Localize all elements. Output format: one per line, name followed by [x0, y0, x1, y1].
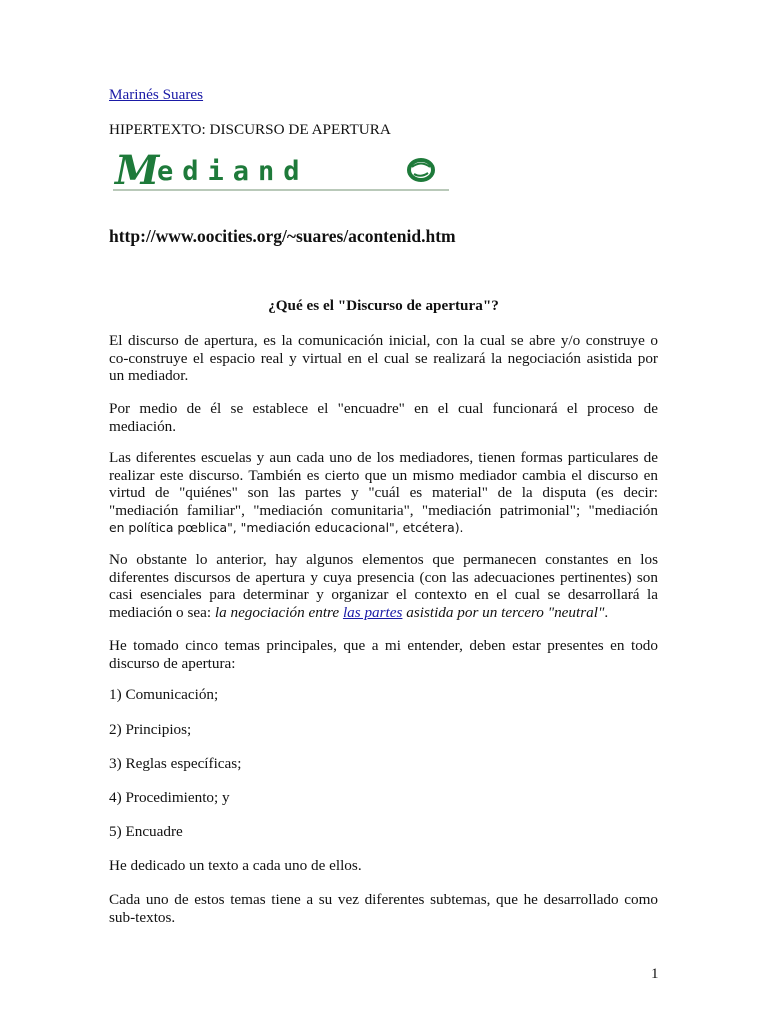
paragraph-temas: [109, 637, 658, 672]
text-line: sub-textos.: [109, 908, 176, 926]
text-line: co-construye el espacio real y virtual en el cual se realizará la negociación asistida por: [109, 349, 658, 367]
paragraph-escuelas: [109, 449, 658, 537]
page-number: 1: [651, 966, 659, 982]
text-line: un mediador.: [109, 367, 189, 384]
list-item: 2) Principios;: [109, 721, 192, 738]
text-line: No obstante lo anterior, hay algunos elementos que permanecen constantes en los: [109, 551, 658, 568]
text-line: He tomado cinco temas principales, que a mi entender, deben estar presentes en todo: [109, 637, 658, 654]
las-partes-link[interactable]: las partes: [342, 603, 403, 621]
text-line: diferentes discursos de apertura y cuya presencia (con las adecuaciones pertinentes) son: [109, 568, 658, 586]
svg-text:ediand: ediand: [157, 156, 309, 187]
mediando-logo-graphic: [109, 151, 454, 193]
paragraph-elementos: [109, 551, 658, 621]
list-item: 1) Comunicación;: [109, 686, 219, 703]
text-line: Las diferentes escuelas y aun cada uno de los mediadores, tienen formas particulares de: [109, 449, 658, 466]
text-line: discurso de apertura:: [109, 654, 236, 672]
author-line: [109, 86, 658, 104]
text-line: casi esenciales para determinar y organizar el contexto en el cual se desarrollará la: [109, 586, 658, 603]
text-line: mediación.: [109, 417, 177, 435]
text-fragment: mediación o sea:: [109, 603, 215, 621]
text-line: [109, 604, 658, 622]
text-line: Por medio de él se establece el "encuadre" en el cual funcionará el proceso de: [109, 400, 658, 417]
italic-text: la negociación entre: [214, 603, 343, 621]
paragraph-encuadre: [109, 400, 658, 435]
italic-text: asistida por un tercero "neutral": [402, 603, 605, 621]
paragraph-definition: [109, 332, 658, 385]
paragraph-subtemas: [109, 891, 658, 926]
section-heading: ¿Qué es el "Discurso de apertura"?: [268, 297, 499, 314]
text-line: "mediación familiar", "mediación comunitaria", "mediación patrimonial"; "mediación: [109, 501, 658, 519]
text-line: Cada uno de estos temas tiene a su vez diferentes subtemas, que he desarrollado como: [109, 891, 658, 908]
list-item: 3) Reglas específicas;: [109, 755, 242, 772]
text-line: El discurso de apertura, es la comunicación inicial, con la cual se abre y/o construye o: [109, 332, 658, 349]
paragraph-dedicado: He dedicado un texto a cada uno de ellos.: [109, 857, 362, 874]
text-line: virtud de "quiénes" son las partes y "cuál es material" de la disputa (es decir:: [109, 484, 658, 501]
text-fragment: .: [604, 603, 609, 621]
author-link[interactable]: Marinés Suares: [109, 86, 204, 103]
mediando-logo: [109, 151, 454, 193]
list-item: 5) Encuadre: [109, 823, 183, 840]
list-item: 4) Procedimiento; y: [109, 789, 230, 806]
document-title: HIPERTEXTO: DISCURSO DE APERTURA: [109, 121, 391, 138]
text-line: en política pœblica", "mediación educacional", etcétera).: [109, 520, 464, 535]
svg-text:M: M: [115, 151, 160, 193]
source-url: http://www.oocities.org/~suares/acontenid.htm: [109, 226, 456, 246]
text-line: realizar este discurso. También es cierto que un mismo mediador cambia el discurso en: [109, 466, 658, 484]
